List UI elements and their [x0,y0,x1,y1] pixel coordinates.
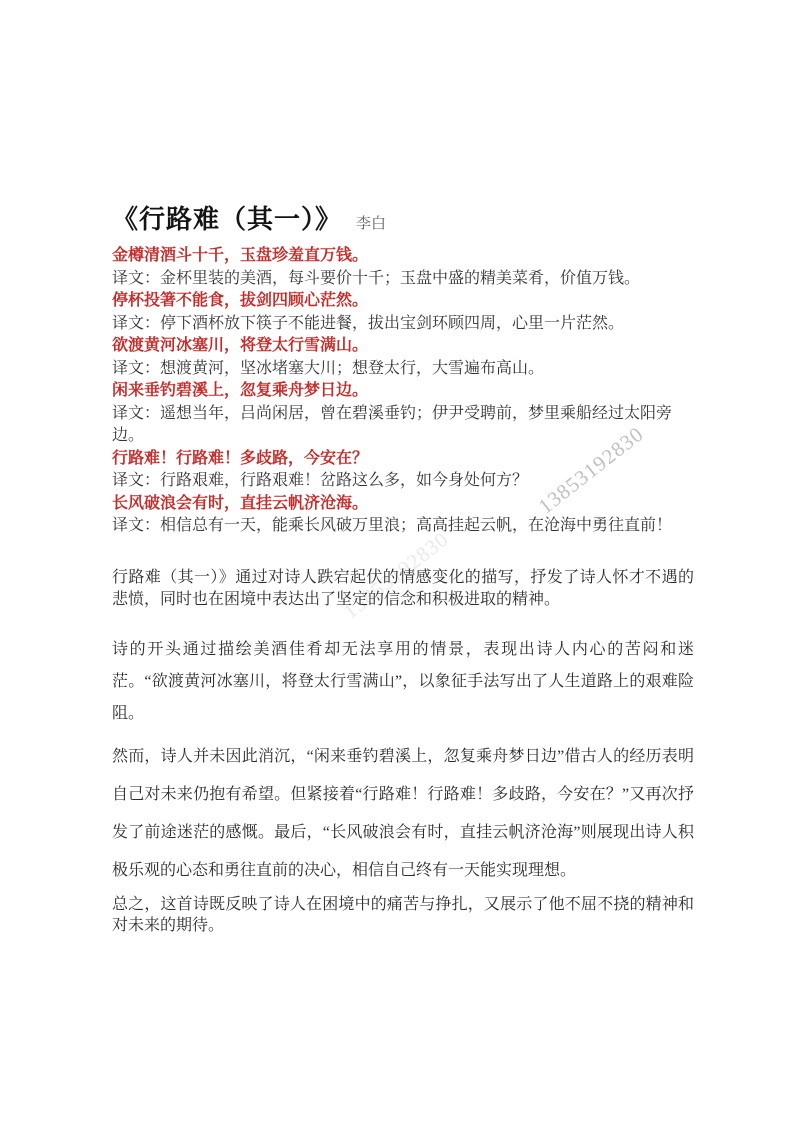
poem-block [112,245,694,538]
analysis-paragraph: 然而，诗人并未因此消沉，“闲来垂钓碧溪上，忽复乘舟梦日边”借古人的经历表明自己对未来仍抱有希望。但紧接着“行路难！行路难！多歧路，今安在？”又再次抒发了前途迷茫的感慨。最后，“长风破浪会有时，直挂云帆济沧海”则展现出诗人积极乐观的心态和勇往直前的决心，相信自己终有一天能实现理想。 [112,747,694,879]
poem-author: 李白 [356,216,387,232]
verse-line: 欲渡黄河冰塞川，将登太行雪满山。 [112,337,369,354]
analysis-paragraph: 行路难（其一）》通过对诗人跌宕起伏的情感变化的描写，抒发了诗人怀才不遇的悲愤，同时也在困境中表达出了坚定的信念和积极进取的精神。 [112,568,694,608]
watermark-phone-number: 13853192830 [533,421,649,519]
verse-line: 行路难！行路难！多歧路，今安在？ [112,449,369,467]
poem-title: 《行路难（其一）》 [112,205,343,234]
analysis-paragraph: 诗的开头通过描绘美酒佳肴却无法享用的情景，表现出诗人内心的苦闷和迷茫。“欲渡黄河冰塞川，将登太行雪满山”，以象征手法写出了人生道路上的艰难险阻。 [112,640,694,722]
document-content [112,199,694,936]
verse-line: 闲来垂钓碧溪上，忽复乘舟梦日边。 [112,382,369,399]
translation-line: 译文：遥想当年，吕尚闲居，曾在碧溪垂钓；伊尹受聘前，梦里乘船经过太阳旁边。 [112,404,673,444]
translation-line: 译文：金杯里装的美酒，每斗要价十千；玉盘中盛的精美菜肴，价值万钱。 [112,269,641,287]
translation-line: 译文：相信总有一天，能乘长风破万里浪；高高挂起云帆，在沧海中勇往直前！ [112,517,673,534]
translation-line: 译文：停下酒杯放下筷子不能进餐，拔出宝剑环顾四周，心里一片茫然。 [112,314,625,332]
verse-line: 金樽清酒斗十千，玉盘珍羞直万钱。 [112,247,369,264]
verse-line: 停杯投箸不能食，拔剑四顾心茫然。 [112,292,369,309]
title-row [112,199,694,236]
translation-line: 译文：想渡黄河，坚冰堵塞大川；想登太行，大雪遍布高山。 [112,359,545,377]
translation-line: 译文：行路艰难，行路艰难！岔路这么多，如今身处何方？ [112,472,529,489]
watermark-phone-number-faint: 13853192830 [338,526,454,624]
verse-line: 长风破浪会有时，直挂云帆济沧海。 [112,494,369,512]
analysis-block [112,567,694,936]
analysis-paragraph: 总之，这首诗既反映了诗人在困境中的痛苦与挣扎，又展示了他不屈不挠的精神和对未来的期待。 [112,895,694,934]
